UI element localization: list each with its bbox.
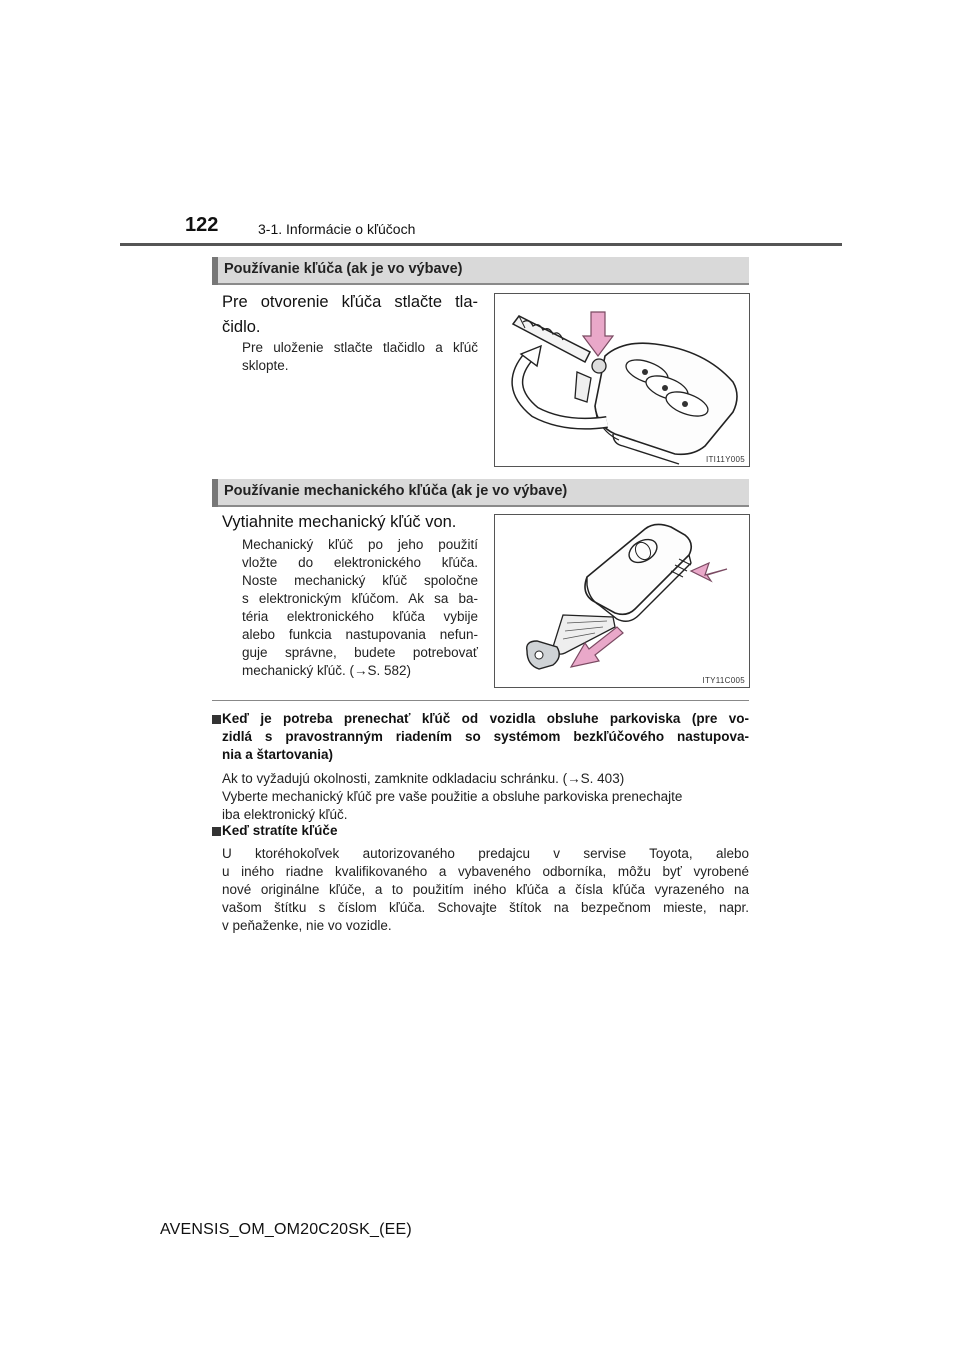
figure-code: ITI11Y005 (705, 455, 745, 464)
key-fold-note (242, 339, 478, 375)
heading-line: zidlá s pravostranným riadením so systémom bezkľúčového nastupova- (222, 729, 749, 744)
flip-key-illustration (495, 294, 749, 466)
valet-note-body (222, 770, 749, 824)
section-heading-label: Používanie mechanického kľúča (ak je vo výbave) (224, 483, 568, 499)
heading-line: Keď je potreba prenechať kľúč od vozidla obsluhe parkoviska (pre vo- (222, 711, 749, 726)
note-line: alebo funkcia nastupovania nefun- (242, 627, 478, 642)
body-line: Ak to vyžadujú okolnosti, zamknite odkladaciu schránku. (→S. 403) (222, 771, 625, 786)
heading-accent (212, 257, 218, 285)
lost-keys-note (222, 822, 749, 935)
bullet-square-icon (212, 715, 221, 724)
note-line: sklopte. (242, 358, 289, 373)
body-line: Vyberte mechanický kľúč pre vaše použitie a obsluhe parkoviska prenechajte (222, 789, 683, 804)
section-heading-key-usage (212, 257, 749, 285)
instruction-line: Pre otvorenie kľúča stlačte tla- (222, 293, 478, 311)
figure-code: ITY11C005 (702, 676, 745, 685)
mechanical-key-note (242, 536, 478, 680)
key-flip-figure (494, 293, 750, 467)
note-line: Noste mechanický kľúč spoločne (242, 573, 478, 588)
note-line: téria elektronického kľúča vybije (242, 609, 478, 624)
body-line: U ktoréhokoľvek autorizovaného predajcu v servise Toyota, alebo (222, 846, 749, 861)
mechanical-key-instruction: Vytiahnite mechanický kľúč von. (222, 513, 457, 531)
page-number: 122 (185, 214, 219, 236)
instruction-line: čidlo. (222, 318, 261, 336)
body-line: v peňaženke, nie vo vozidle. (222, 918, 392, 933)
body-line: nové originálne kľúče, a to použitím iného kľúča a čísla kľúča vyrazeného na (222, 882, 749, 897)
key-open-instruction (222, 291, 478, 339)
valet-note-heading (222, 710, 749, 764)
smart-key-figure (494, 514, 750, 688)
note-line: mechanický kľúč. (→S. 582) (242, 663, 411, 678)
valet-note (222, 710, 749, 824)
section-divider (212, 700, 749, 701)
body-line: iba elektronický kľúč. (222, 807, 348, 822)
section-heading-label: Používanie kľúča (ak je vo výbave) (224, 261, 463, 277)
document-code: AVENSIS_OM_OM20C20SK_(EE) (160, 1221, 412, 1238)
heading-line: nia a štartovania) (222, 747, 334, 762)
note-line: Mechanický kľúč po jeho použití (242, 537, 478, 552)
body-line: u iného riadne kvalifikovaného a vybaveného odborníka, môžu byť vyrobené (222, 864, 749, 879)
heading-accent (212, 479, 218, 507)
note-line: guje správne, budete potrebovať (242, 645, 478, 660)
note-line: vložte do elektronického kľúča. (242, 555, 478, 570)
header-rule (120, 243, 842, 246)
smart-key-illustration (495, 515, 749, 687)
chapter-section-title: 3-1. Informácie o kľúčoch (258, 221, 416, 237)
note-line: s elektronickým kľúčom. Ak sa ba- (242, 591, 478, 606)
lost-keys-heading: Keď stratíte kľúče (222, 823, 338, 838)
lost-keys-body (222, 845, 749, 935)
bullet-square-icon (212, 827, 221, 836)
body-line: vašom štítku s číslom kľúča. Schovajte štítok na bezpečnom mieste, napr. (222, 900, 749, 915)
section-heading-mechanical-key (212, 479, 749, 507)
note-line: Pre uloženie stlačte tlačidlo a kľúč (242, 340, 478, 355)
